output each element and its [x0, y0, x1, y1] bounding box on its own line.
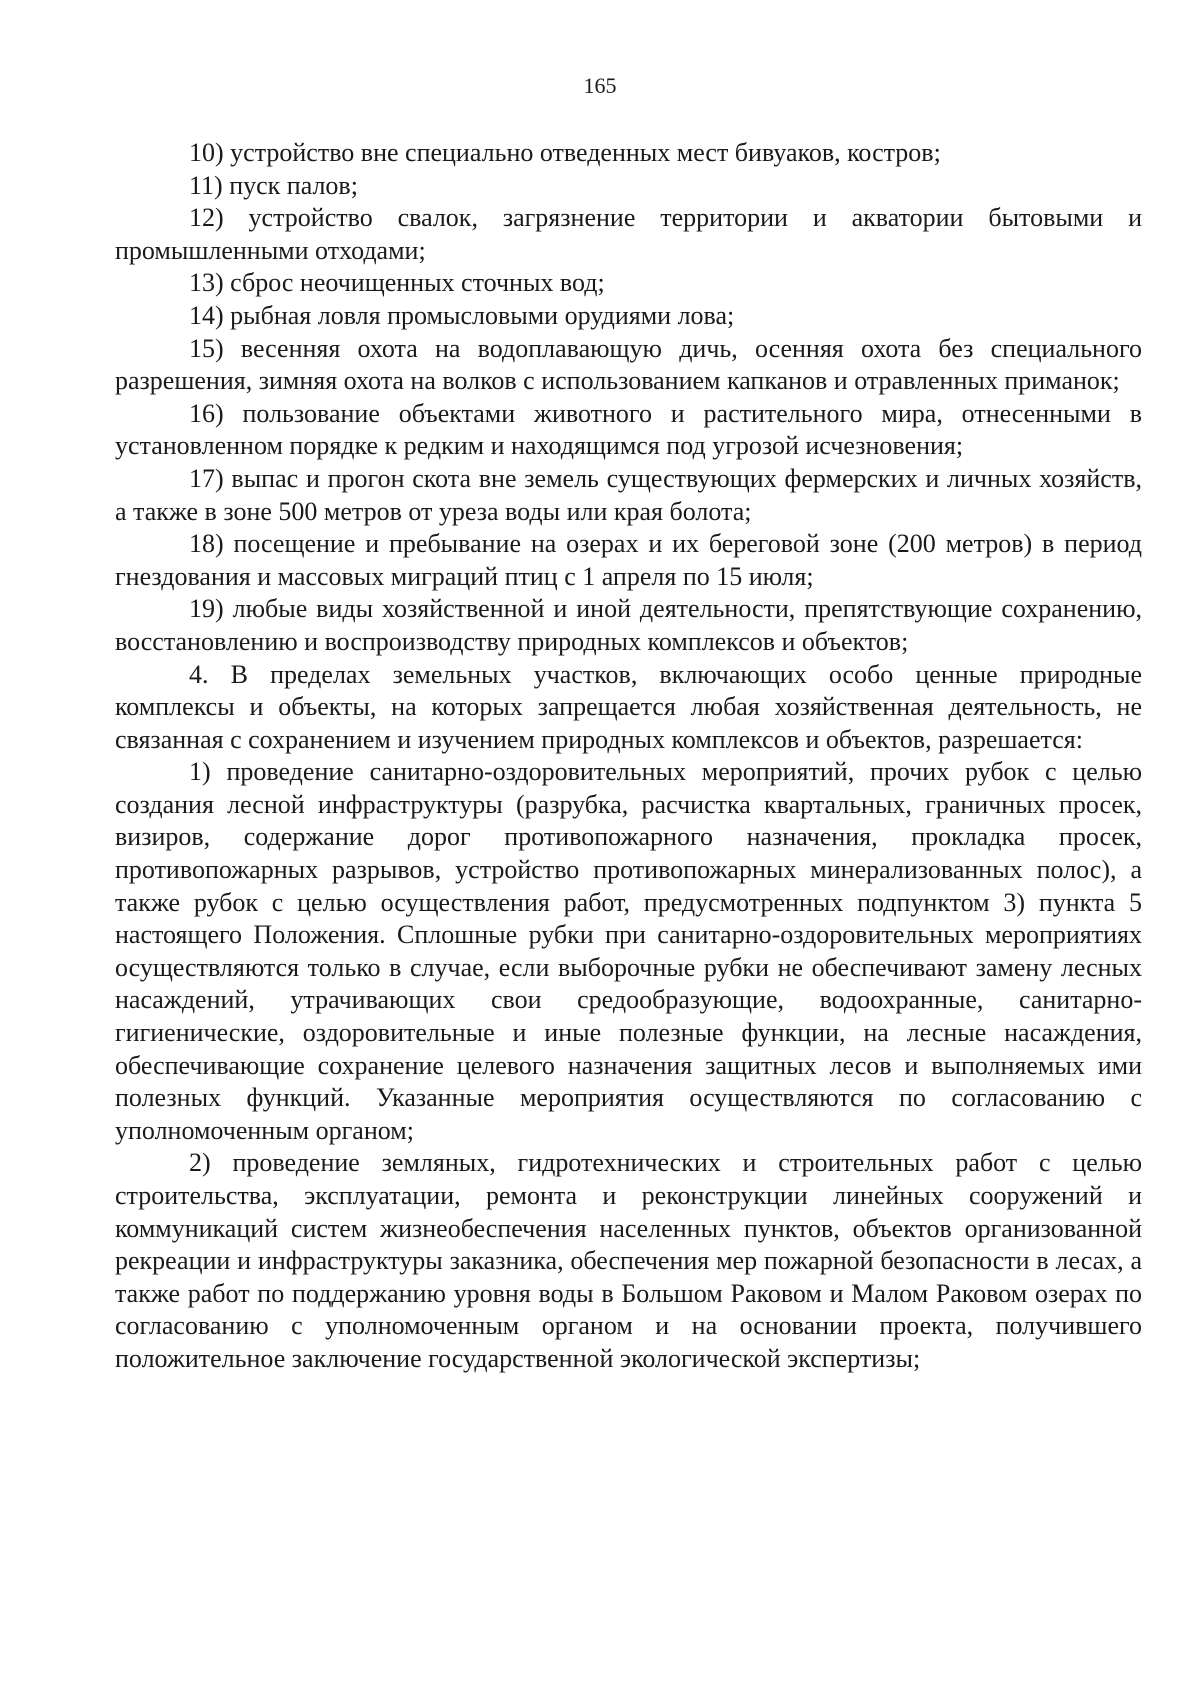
paragraph-item-15: 15) весенняя охота на водоплавающую дичь, осенняя охота без специального разрешения, зимняя охота на волков с использованием капканов и отравленных приманок;: [115, 333, 1142, 396]
paragraph-item-17: 17) выпас и прогон скота вне земель существующих фермерских и личных хозяйств, а также в зоне 500 метров от уреза воды или края болота;: [115, 463, 1142, 526]
page-number: 165: [583, 73, 617, 98]
paragraph-permitted-1: 1) проведение санитарно-оздоровительных мероприятий, прочих рубок с целью создания лесной инфраструктуры (разрубка, расчистка квартальных, граничных просек, визиров, содержание дорог противопожарного назначения, прокладка просек, противопожарных разрывов, устройство противопожарных минерализованных полос), а также рубок с целью осуществления работ, предусмотренных подпунктом 3) пункта 5 настоящего Положения. Сплошные рубки при санитарно-оздоровительных мероприятиях осуществляются только в случае, если выборочные рубки не обеспечивают замену лесных насаждений, утрачивающих свои средообразующие, водоохранные, санитарно-гигиенические, оздоровительные и иные полезные функции, на лесные насаждения, обеспечивающие сохранение целевого назначения защитных лесов и выполняемых ими полезных функций. Указанные мероприятия осуществляются по согласованию с уполномоченным органом;: [115, 757, 1142, 1145]
paragraph-item-14: 14) рыбная ловля промысловыми орудиями лова;: [189, 300, 735, 330]
paragraph-item-18: 18) посещение и пребывание на озерах и их береговой зоне (200 метров) в период гнездования и массовых миграций птиц с 1 апреля по 15 июля;: [115, 529, 1142, 591]
paragraph-item-13: 13) сброс неочищенных сточных вод;: [189, 268, 605, 298]
paragraph-item-12: 12) устройство свалок, загрязнение территории и акватории бытовыми и промышленными отходами;: [115, 203, 1142, 265]
paragraph-permitted-2: 2) проведение земляных, гидротехнических и строительных работ с целью строительства, эксплуатации, ремонта и реконструкции линейных сооружений и коммуникаций систем жизнеобеспечения населенных пунктов, объектов организованной рекреации и инфраструктуры заказника, обеспечения мер пожарной безопасности в лесах, а также работ по поддержанию уровня воды в Большом Раковом и Малом Раковом озерах по согласованию с уполномоченным органом и на основании проекта, получившего положительное заключение государственной экологической экспертизы;: [115, 1148, 1142, 1373]
paragraph-item-11: 11) пуск палов;: [189, 170, 358, 200]
paragraph-section-4: 4. В пределах земельных участков, включающих особо ценные природные комплексы и объекты, на которых запрещается любая хозяйственная деятельность, не связанная с сохранением и изучением природных комплексов и объектов, разрешается:: [115, 659, 1142, 754]
paragraph-item-10: 10) устройство вне специально отведенных мест бивуаков, костров;: [189, 138, 941, 167]
paragraph-item-19: 19) любые виды хозяйственной и иной деятельности, препятствующие сохранению, восстановлению и воспроизводству природных комплексов и объектов;: [115, 594, 1142, 656]
paragraph-item-16: 16) пользование объектами животного и растительного мира, отнесенными в установленном порядке к редким и находящимся под угрозой исчезновения;: [115, 398, 1142, 461]
document-body: [115, 137, 1142, 1376]
